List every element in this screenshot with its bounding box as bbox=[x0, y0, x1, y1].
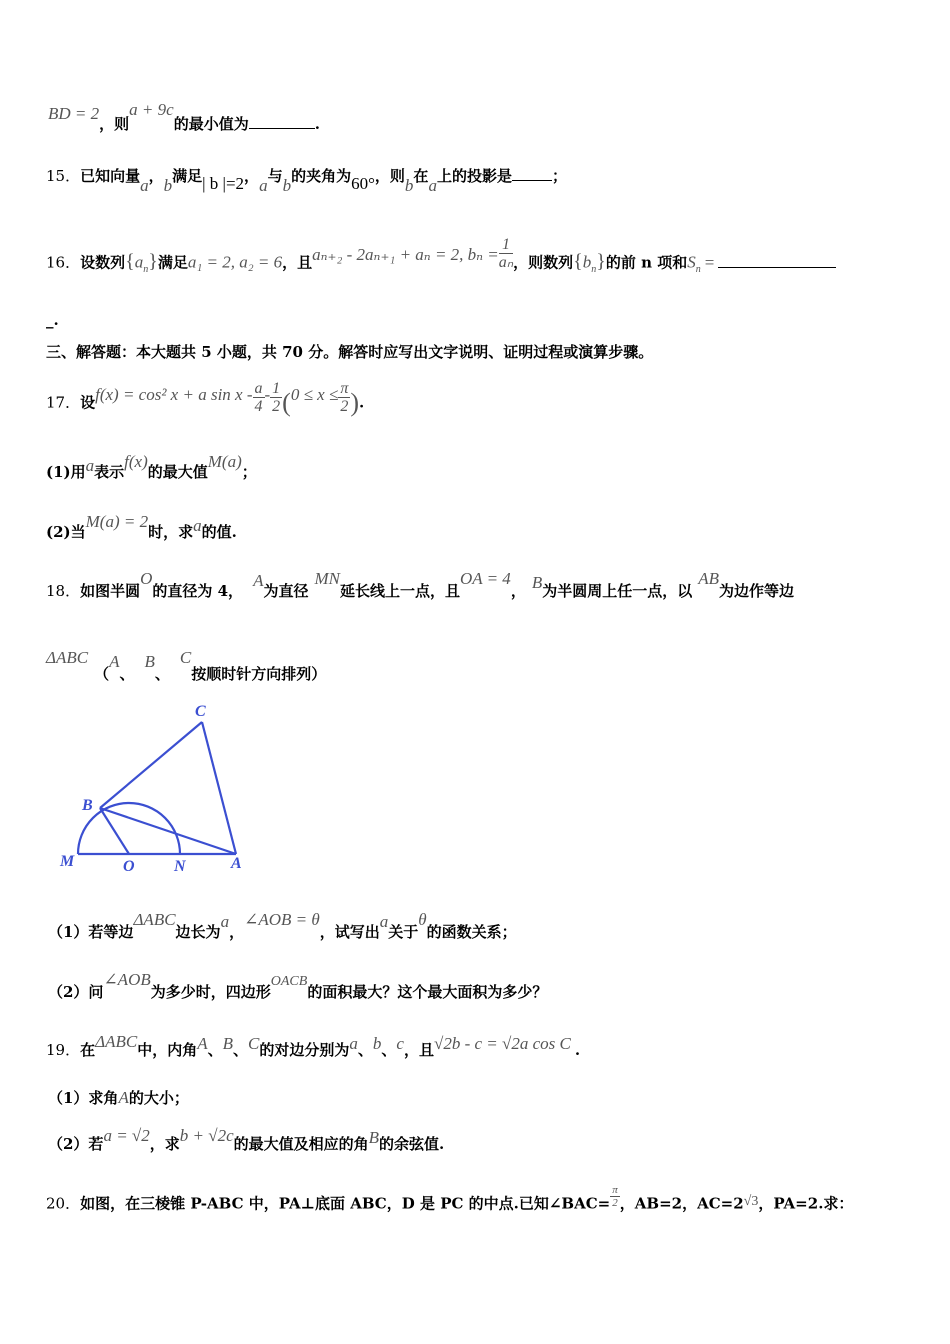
q17-part2 bbox=[46, 512, 237, 542]
q18-p2-end: 的面积最大？这个最大面积为多少？ bbox=[307, 983, 548, 1001]
q16-brace-close: } bbox=[148, 250, 158, 273]
q16-an: a bbox=[134, 252, 144, 272]
q15-vec-b: b bbox=[163, 176, 173, 195]
q20-pi-den: 2 bbox=[612, 1197, 618, 1209]
fig-label-A: A bbox=[231, 855, 242, 872]
q19-c: c bbox=[396, 1034, 404, 1053]
q19-p1-end: 的大小； bbox=[128, 1089, 189, 1107]
q17-number: 17． bbox=[46, 393, 81, 412]
q16-tail: _. bbox=[46, 311, 59, 329]
q14-text: 的最小值为 bbox=[173, 115, 249, 133]
q18-number: 18． bbox=[46, 582, 81, 600]
q16-answer-blank[interactable] bbox=[718, 253, 836, 268]
q18-t3: 为直径 bbox=[263, 582, 309, 600]
q20-sqrt3: √3 bbox=[743, 1193, 759, 1209]
q17-domain: 0 ≤ x ≤ bbox=[290, 384, 339, 404]
q18-p1-t2: ，试写出 bbox=[319, 923, 380, 941]
q17-p2-a: a bbox=[193, 516, 202, 535]
q19-a: a bbox=[349, 1034, 358, 1053]
q16-fraction bbox=[499, 236, 513, 271]
q16-t3: ，且 bbox=[282, 253, 313, 272]
q18-p2-quad: OACB bbox=[270, 974, 308, 989]
q20-line bbox=[46, 1184, 854, 1217]
q17-p2-cond: M(a) = 2 bbox=[85, 512, 149, 531]
q19-part1 bbox=[48, 1088, 189, 1108]
q19-tri: ΔABC bbox=[95, 1032, 138, 1051]
q17-lhs: f(x) = cos² x + a sin x - bbox=[95, 384, 253, 404]
q15-t4: 的夹角为 bbox=[291, 167, 352, 185]
q18-pB: B bbox=[144, 652, 155, 671]
q16-brace-open: { bbox=[125, 250, 135, 273]
q19-number: 19． bbox=[46, 1041, 81, 1059]
q19-part2 bbox=[48, 1126, 445, 1154]
q19-b: b bbox=[372, 1034, 382, 1053]
q20-pi-num: π bbox=[612, 1184, 618, 1196]
q16-number: 16． bbox=[46, 253, 81, 272]
q19-A: A bbox=[197, 1034, 208, 1053]
q20-t2: ，AB=2，AC=2 bbox=[619, 1194, 744, 1213]
q18-t8: 按顺时针方向排列） bbox=[191, 665, 327, 683]
fig-side-BC bbox=[100, 722, 202, 808]
q17-p1-f: f(x) bbox=[124, 452, 148, 471]
q18-p2-ang: ∠AOB bbox=[103, 970, 151, 989]
q19-t1: 在 bbox=[80, 1041, 96, 1059]
q19-p2-B: B bbox=[368, 1128, 380, 1147]
q19-p2-end: 的余弦值. bbox=[379, 1135, 445, 1153]
q18-MN: MN bbox=[314, 569, 340, 588]
fig-label-B: B bbox=[82, 797, 93, 814]
q18-B: B bbox=[531, 573, 543, 592]
q19-t2: 中，内角 bbox=[137, 1041, 198, 1059]
q16-t1: 设数列 bbox=[80, 253, 126, 272]
q17-frac2-num: 1 bbox=[272, 380, 281, 397]
q15-number: 15． bbox=[46, 167, 81, 185]
q18-figure bbox=[52, 696, 312, 886]
q18-p1-tri: ΔABC bbox=[133, 910, 176, 929]
fig-label-C: C bbox=[195, 703, 206, 720]
q15-vec-b-3: b bbox=[404, 176, 414, 195]
q19-t4: ，且 bbox=[403, 1041, 434, 1059]
q18-p1-end: 的函数关系； bbox=[426, 923, 517, 941]
q16-brace-close-2: } bbox=[596, 250, 606, 273]
q18-O: O bbox=[140, 569, 153, 588]
q15-comma2: ， bbox=[244, 167, 260, 185]
q16-eq: = bbox=[704, 252, 715, 272]
q16-an-sub: n bbox=[143, 263, 149, 275]
q18-t4: 延长线上一点，且 bbox=[339, 582, 460, 600]
q17-frac2-den: 2 bbox=[272, 398, 281, 415]
q18-p1-ang: ∠AOB = θ bbox=[244, 910, 320, 929]
q18-A: A bbox=[253, 571, 264, 590]
q15-t2: 满足 bbox=[172, 167, 203, 185]
q17-frac1-num: a bbox=[254, 380, 263, 397]
q19-s4: 、 bbox=[381, 1041, 397, 1059]
q19-t3: 的对边分别为 bbox=[259, 1041, 350, 1059]
q18-paren-open: （ bbox=[94, 665, 110, 683]
q19-p2-expr: b + √2c bbox=[179, 1126, 234, 1145]
q17-p1-label: (1)用 bbox=[46, 463, 86, 481]
q17-pi-frac bbox=[338, 380, 350, 415]
q16-init: a₁ = 2, a₂ = 6 bbox=[187, 252, 283, 272]
q19-line bbox=[46, 1032, 581, 1060]
q17-p1-end: ； bbox=[241, 463, 257, 481]
q20-t3: ，PA=2.求： bbox=[758, 1194, 854, 1213]
q18-p2-label: （2）问 bbox=[48, 983, 104, 1001]
fig-side-CA bbox=[202, 722, 236, 854]
q18-t6: 为半圆周上任一点，以 bbox=[542, 582, 693, 600]
q14-tail-line bbox=[48, 100, 320, 133]
q15-answer-blank[interactable] bbox=[512, 166, 552, 181]
q15-comma1: ， bbox=[148, 167, 164, 185]
q18-p1-a2: a bbox=[379, 912, 389, 931]
q19-C: C bbox=[248, 1034, 260, 1053]
q15-vec-a-3: a bbox=[428, 176, 437, 195]
fig-segment-OB bbox=[100, 808, 129, 854]
q15-angle: 60° bbox=[351, 174, 375, 193]
q19-p1-label: （1）求角 bbox=[48, 1089, 119, 1107]
q17-p1-M: M(a) bbox=[207, 452, 242, 471]
q19-s3: 、 bbox=[357, 1041, 373, 1059]
q17-p1-t: 表示 bbox=[94, 463, 125, 481]
q18-p1-t: 边长为 bbox=[175, 923, 221, 941]
q16-sn: S bbox=[687, 252, 696, 272]
q15-end: ； bbox=[551, 167, 567, 185]
q15-line bbox=[46, 166, 567, 195]
q16-sn-sub: n bbox=[695, 263, 701, 275]
q18-pA: A bbox=[109, 652, 120, 671]
q20-pi-frac bbox=[610, 1184, 620, 1209]
q15-cond: | b |=2 bbox=[202, 174, 245, 193]
q18-p1-c: ， bbox=[229, 923, 245, 941]
q17-p2-t: 时，求 bbox=[148, 523, 194, 541]
q16-t4: ，则数列 bbox=[513, 253, 574, 272]
q16-t5: 的前 n 项和 bbox=[605, 253, 688, 272]
q18-pC: C bbox=[179, 648, 192, 667]
q14-answer-blank[interactable] bbox=[249, 114, 315, 129]
q15-vec-a: a bbox=[140, 176, 149, 195]
q18-tri: ΔABC bbox=[46, 648, 89, 667]
q19-eq: √2b - c = √2a cos C bbox=[433, 1034, 571, 1053]
q17-pi-den: 2 bbox=[340, 398, 349, 415]
q17-line bbox=[46, 380, 365, 421]
q18-part2 bbox=[48, 970, 548, 1004]
q20-t1: 如图，在三棱锥 P-ABC 中，PA⊥底面 ABC，D 是 PC 的中点.已知∠BAC= bbox=[80, 1194, 611, 1213]
fig-side-AB bbox=[100, 808, 236, 854]
q16-frac-den: aₙ bbox=[498, 254, 514, 271]
q18-p1-a: a bbox=[220, 912, 230, 931]
q18-AB: AB bbox=[698, 569, 720, 588]
q17-p1-a: a bbox=[85, 456, 95, 475]
q17-frac1-den: 4 bbox=[254, 398, 263, 415]
q18-p1-label: （1）若等边 bbox=[48, 923, 134, 941]
section3-heading: 三、解答题：本大题共 5 小题，共 70 分。解答时应写出文字说明、证明过程或演算步骤。 bbox=[46, 343, 654, 361]
q19-B: B bbox=[222, 1034, 234, 1053]
q18-p2-t: 为多少时，四边形 bbox=[150, 983, 271, 1001]
q17-pi-num: π bbox=[340, 380, 349, 397]
q18-line2 bbox=[46, 648, 327, 683]
q16-t2: 满足 bbox=[157, 253, 188, 272]
q15-t5: ，则 bbox=[374, 167, 405, 185]
q14-bd: BD = 2 bbox=[48, 104, 100, 123]
fig-label-N: N bbox=[174, 858, 186, 875]
q17-frac1 bbox=[253, 380, 265, 415]
q17-end: . bbox=[359, 393, 365, 412]
q19-p1-A: A bbox=[118, 1088, 129, 1107]
q16-recurrence: aₙ₊₂ - 2aₙ₊₁ + aₙ = 2, bₙ = bbox=[312, 244, 499, 264]
q15-t6: 在 bbox=[413, 167, 429, 185]
q18-part1 bbox=[48, 910, 517, 942]
q19-p2-t2: 的最大值及相应的角 bbox=[233, 1135, 369, 1153]
q20-number: 20． bbox=[46, 1194, 81, 1213]
q14-end: . bbox=[314, 115, 320, 133]
q17-part1 bbox=[46, 452, 257, 482]
q16-bn: b bbox=[582, 252, 592, 272]
q17-p1-t2: 的最大值 bbox=[147, 463, 208, 481]
q16-frac-num: 1 bbox=[499, 236, 513, 254]
q17-p2-end: 的值. bbox=[201, 523, 237, 541]
q18-t7: 为边作等边 bbox=[719, 582, 795, 600]
q15-t7: 上的投影是 bbox=[436, 167, 512, 185]
q18-p1-t3: 关于 bbox=[388, 923, 419, 941]
q18-OA: OA = 4 bbox=[459, 569, 511, 588]
q15-t1: 已知向量 bbox=[80, 167, 141, 185]
q18-p1-theta: θ bbox=[418, 910, 427, 929]
q18-sep2: 、 bbox=[154, 665, 170, 683]
q18-t5: ， bbox=[510, 582, 526, 600]
q19-s1: 、 bbox=[207, 1041, 223, 1059]
q15-vec-a-2: a bbox=[259, 176, 268, 195]
q19-p2-label: （2）若 bbox=[48, 1135, 104, 1153]
q18-t1: 如图半圆 bbox=[80, 582, 141, 600]
q17-paren-open: ( bbox=[282, 387, 291, 417]
fig-semicircle bbox=[78, 803, 180, 854]
fig-label-M: M bbox=[60, 853, 75, 870]
q15-t3: 与 bbox=[267, 167, 283, 185]
fig-label-O: O bbox=[123, 858, 135, 875]
q16-line bbox=[46, 236, 836, 281]
q17-p2-label: (2)当 bbox=[46, 523, 86, 541]
q17-minus: - bbox=[264, 384, 271, 404]
q19-p2-t: ，求 bbox=[149, 1135, 180, 1153]
q18-t2: 的直径为 4， bbox=[152, 582, 244, 600]
q19-end: . bbox=[574, 1041, 581, 1059]
q14-expr: a + 9c bbox=[129, 100, 174, 119]
q16-brace-open-2: { bbox=[573, 250, 583, 273]
q15-vec-b-2: b bbox=[282, 176, 292, 195]
q17-paren-close: ) bbox=[350, 387, 359, 417]
q19-s2: 、 bbox=[233, 1041, 249, 1059]
q18-line bbox=[46, 569, 795, 601]
q17-t1: 设 bbox=[80, 393, 96, 412]
q17-frac2 bbox=[270, 380, 282, 415]
q16-bn-sub: n bbox=[591, 263, 597, 275]
q18-sep1: 、 bbox=[119, 665, 135, 683]
q19-p2-cond: a = √2 bbox=[103, 1126, 150, 1145]
q14-then: ，则 bbox=[99, 115, 130, 133]
